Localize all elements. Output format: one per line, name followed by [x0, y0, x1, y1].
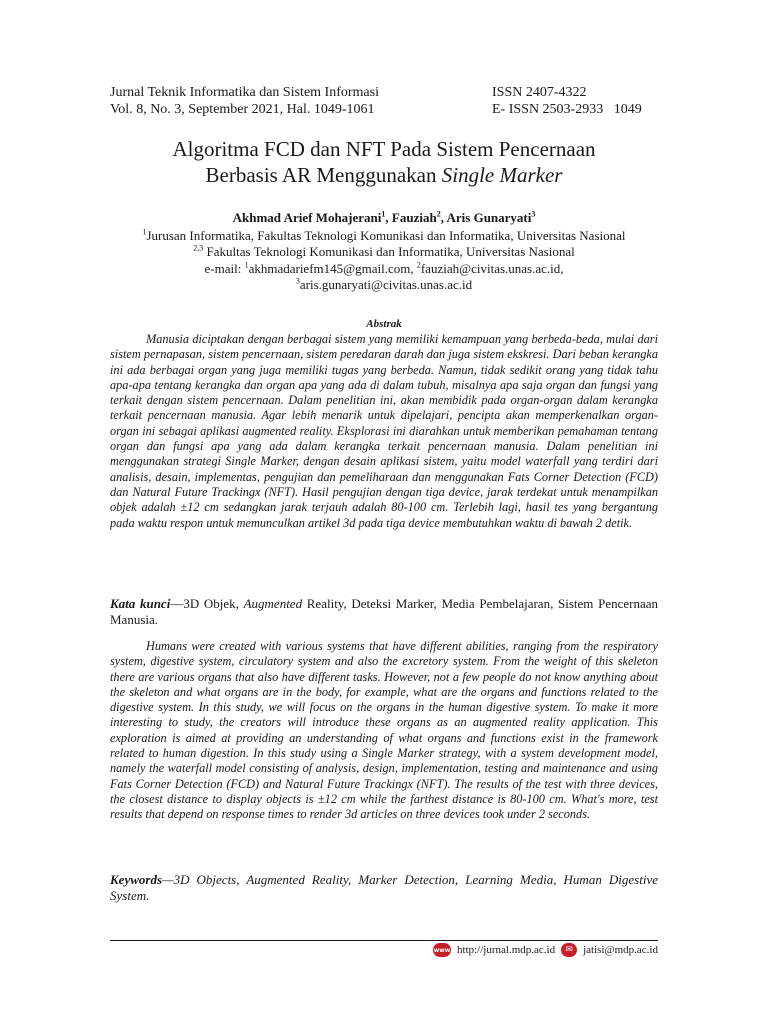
author-3-sup: 3 — [531, 209, 536, 219]
title-line-1: Algoritma FCD dan NFT Pada Sistem Pencernaan — [172, 137, 596, 161]
eissn: E- ISSN 2503-2933 — [492, 102, 604, 117]
globe-icon: www — [433, 943, 451, 957]
email-line-2 — [110, 277, 658, 293]
author-2: Fauziah — [391, 210, 437, 225]
email-1: akhmadariefm145@gmail.com, — [248, 261, 417, 276]
keywords-id-dash: — — [170, 596, 184, 611]
website-link[interactable]: http://jurnal.mdp.ac.id — [457, 944, 556, 956]
affiliation-1-sup: 1 — [142, 227, 147, 237]
author-1: Akhmad Arief Mohajerani — [232, 210, 382, 225]
volume-info: Vol. 8, No. 3, September 2021, Hal. 1049-1061 — [110, 102, 375, 117]
running-header — [110, 84, 658, 118]
keywords-en-label: Keywords — [110, 872, 162, 887]
keywords-en-text: 3D Objects, Augmented Reality, Marker Detection, Learning Media, Human Digestive System. — [110, 872, 658, 903]
abstract-heading: Abstrak — [366, 318, 402, 330]
paper-title — [110, 136, 658, 188]
email-prefix: e-mail: — [204, 261, 245, 276]
issn: ISSN 2407-4322 — [492, 85, 587, 100]
author-3: Aris Gunaryati — [446, 210, 532, 225]
keywords-id-part-2: Augmented — [243, 596, 303, 611]
affiliation-2-sup: 2,3 — [193, 243, 204, 253]
title-line-2-italic: Single Marker — [441, 163, 563, 187]
author-2-sup: 2 — [436, 209, 441, 219]
email-3-sup: 3 — [295, 276, 300, 286]
affiliation-2-text: Fakultas Teknologi Komunikasi dan Informatika, Universitas Nasional — [203, 244, 575, 259]
keywords-id-label: Kata kunci — [110, 596, 171, 611]
abstract-indonesian-text: Manusia diciptakan dengan berbagai sistem yang memiliki kemampuan yang berbeda-beda, mulai dari sistem pernapasan, sistem pencernaan, sistem peredaran darah dan juga sistem ekskresi. Dari beban kerangka ini ada berbagai organ yang juga memiliki tugas yang berbeda. Namun, tidak sedikit orang yang tidak tahu apa-apa tentang kerangka dan organ apa yang ada di dalam tubuh, misalnya apa saja organ dan fungsi yang terkait dengan sistem pencernaan. Dalam penelitian ini, akan membidik pada organ-organ dalam kerangka terkait pencernaan manusia. Agar lebih menarik untuk dipelajari, pencipta akan memperkenalkan organ-organ ini sebagai aplikasi augmented reality. Eksplorasi ini diarahkan untuk memberikan pemahaman tentang organ dan fungsi apa yang ada dalam kerangka terkait pencernaan manusia. Dalam penelitian ini menggunakan strategi Single Marker, dengan desain aplikasi sistem, yaitu model waterfall yang terdiri dari analisis, desain, implementas, pengujian dan pemeliharaan dan menggunakan Fats Corner Detection (FCD) dan Natural Future Trackingx (NFT). Hasil pengujian dengan tiga device, jarak terdekat untuk menampilkan objek adalah ±12 cm sedangkan jarak terjauh adalah 80-100 cm. Terlebih lagi, hasil tes yang bergantung pada waktu respon untuk memunculkan artikel 3d pada tiga device membutuhkan waktu di bawah 2 detik. — [110, 332, 658, 530]
email-2: fauziah@civitas.unas.ac.id, — [420, 261, 564, 276]
keywords-indonesian — [110, 596, 658, 628]
email-link[interactable]: jatisi@mdp.ac.id — [583, 944, 658, 956]
footer-divider — [110, 940, 658, 941]
abstract-english — [110, 639, 658, 823]
affiliation-1-text: Jurusan Informatika, Fakultas Teknologi Komunikasi dan Informatika, Universitas Nasional — [146, 228, 626, 243]
title-line-2: Berbasis AR Menggunakan — [205, 163, 442, 187]
abstract-english-text: Humans were created with various systems that have different abilities, ranging from the respiratory system, digestive system, circulatory system and also the excretory system. From the weight of this skeleton there are various organs that also have different tasks. However, not a few people do not know anything about the skeleton and what organs are in the body, for example, what are the organs and functions related to the digestive system. In this study, we will focus on the organs in the human digestive system. To make it more interesting to study, the creators will introduce these organs as an augmented reality application. This exploration is aimed at providing an understanding of what organs and functions exist in the framework related to human digestion. In this study using a Single Marker strategy, with a system development model, namely the waterfall model consisting of analysis, design, implementation, testing and maintenance and using Fats Corner Detection (FCD) and Natural Future Trackingx (NFT). The results of the test with three devices, the closest distance to display objects is ±12 cm while the farthest distance is 80-100 cm. What's more, test results that depend on response times to render 3d articles on three devices took under 2 seconds. — [110, 639, 658, 822]
keywords-id-part-3: Reality, Deteksi Marker, Media Pembelajaran, Sistem Pencernaan Manusia. — [110, 596, 658, 627]
email-3: aris.gunaryati@civitas.unas.ac.id — [299, 277, 473, 292]
affiliation-2 — [110, 244, 658, 260]
author-separator: , — [440, 210, 447, 225]
abstract-indonesian — [110, 332, 658, 531]
keywords-en-dash: — — [162, 872, 174, 887]
author-separator: , — [385, 210, 392, 225]
keywords-english — [110, 872, 658, 904]
affiliation-1 — [110, 228, 658, 244]
journal-name: Jurnal Teknik Informatika dan Sistem Informasi — [110, 85, 379, 100]
email-1-sup: 1 — [244, 260, 249, 270]
email-2-sup: 2 — [416, 260, 421, 270]
author-list — [110, 210, 658, 226]
eissn-row — [492, 101, 658, 118]
keywords-id-part-1: 3D Objek, — [183, 596, 244, 611]
footer — [433, 943, 658, 957]
author-1-sup: 1 — [381, 209, 386, 219]
mail-icon: ✉ — [561, 943, 577, 957]
page-number: 1049 — [613, 102, 642, 117]
email-line — [110, 261, 658, 277]
